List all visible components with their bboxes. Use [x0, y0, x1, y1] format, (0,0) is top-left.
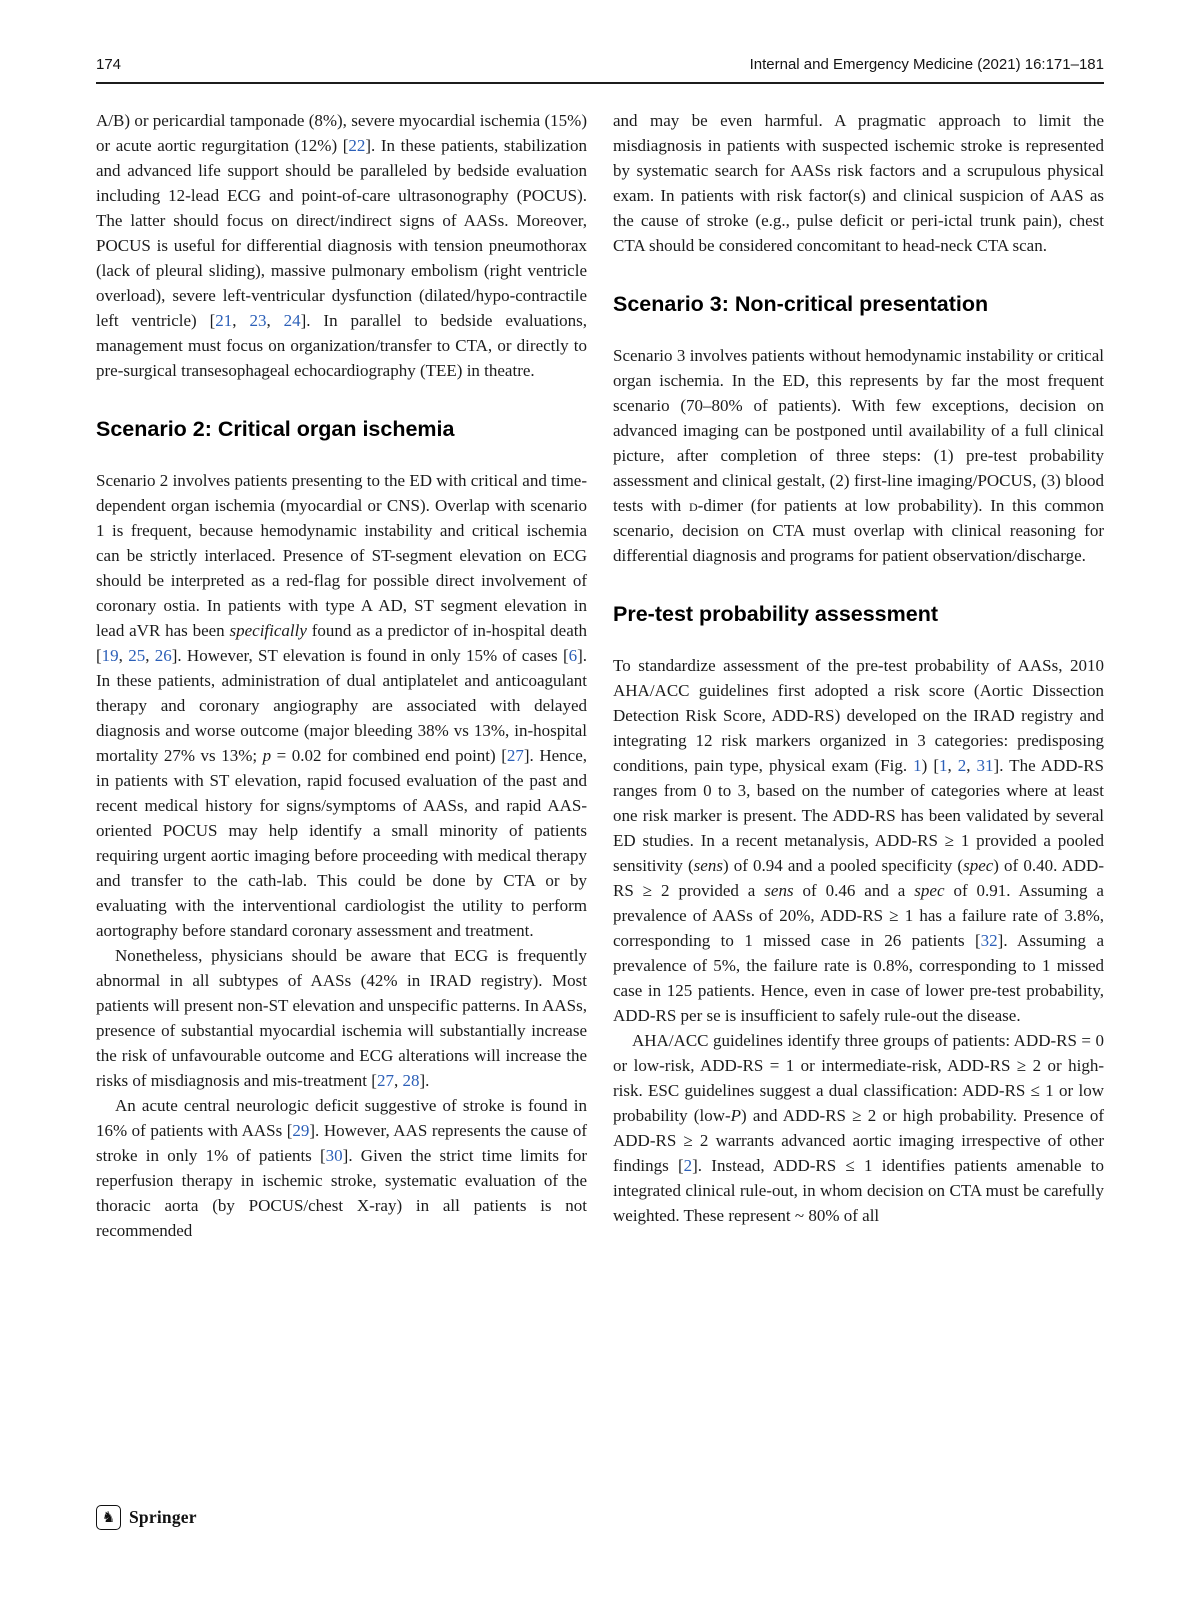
paragraph: An acute central neurologic deficit suggestive of stroke is found in 16% of patients with AASs [29]. However, AAS represents the cause of stroke in only 1% of patients [30]. Given the strict time limits for reperfusion therapy in ischemic stroke, systematic evaluation of the thoracic aorta (by POCUS/chest X-ray) in all patients is not recommended — [96, 1095, 587, 1240]
journal-citation: Internal and Emergency Medicine (2021) 16:171–181 — [749, 56, 1104, 73]
italic-text: sens — [764, 880, 794, 900]
left-column — [96, 108, 587, 1243]
citation-link[interactable]: 2 — [683, 1155, 693, 1175]
italic-text: p — [262, 745, 272, 765]
citation-link[interactable]: 28 — [402, 1070, 420, 1090]
citation-link[interactable]: 19 — [101, 645, 119, 665]
section-heading: Scenario 2: Critical organ ischemia — [96, 417, 455, 441]
paragraph: and may be even harmful. A pragmatic approach to limit the misdiagnosis in patients with suspected ischemic stroke is represented by systematic search for AASs risk factors and a scrupulous physical exam. In patients with risk factor(s) and clinical suspicion of AAS as the cause of stroke (e.g., pulse deficit or peri-ictal trunk pain), chest CTA should be considered concomitant to head-neck CTA scan. — [613, 111, 1104, 255]
page-number: 174 — [96, 56, 122, 73]
citation-link[interactable]: 31 — [976, 755, 994, 775]
citation-link[interactable]: 1 — [913, 755, 922, 775]
publisher-name: Springer — [129, 1507, 197, 1527]
section-heading: Scenario 3: Non-critical presentation — [613, 292, 989, 316]
citation-link[interactable]: 26 — [154, 645, 172, 665]
italic-text: spec — [914, 880, 945, 900]
citation-link[interactable]: 23 — [249, 311, 267, 330]
citation-link[interactable]: 27 — [376, 1070, 394, 1090]
publisher-footer — [96, 1505, 197, 1530]
citation-link[interactable]: 30 — [325, 1145, 343, 1165]
citation-link[interactable]: 27 — [506, 745, 524, 765]
citation-link[interactable]: 6 — [568, 645, 578, 665]
paragraph: A/B) or pericardial tamponade (8%), severe myocardial ischemia (15%) or acute aortic regurgitation (12%) [22]. In these patients, stabilization and advanced life support should be paralleled by bedside evaluation including 12-lead ECG and point-of-care ultrasonography (POCUS). The latter should focus on direct/indirect signs of AASs. Moreover, POCUS is useful for differential diagnosis with tension pneumothorax (lack of pleural sliding), massive pulmonary embolism (right ventricle overload), severe left-ventricular dysfunction (dilated/hypo-contractile left ventricle) [21, 23, 24]. In parallel to bedside evaluations, management must focus on organization/transfer to CTA, or directly to pre-surgical transesophageal echocardiography (TEE) in theatre. — [96, 111, 588, 380]
section-heading: Pre-test probability assessment — [613, 601, 939, 626]
springer-horse-icon: ♞ — [96, 1505, 121, 1530]
citation-link[interactable]: 1 — [938, 755, 948, 775]
citation-link[interactable]: 32 — [980, 930, 998, 950]
citation-link[interactable]: 29 — [292, 1120, 310, 1140]
citation-link[interactable]: 24 — [283, 311, 301, 330]
citation-link[interactable]: 25 — [128, 645, 146, 665]
paragraph: AHA/ACC guidelines identify three groups of patients: ADD-RS = 0 or low-risk, ADD-RS = 1 or intermediate-risk, ADD-RS ≥ 2 or high-risk. ESC guidelines suggest a dual classification: ADD-RS ≤ 1 or low probability (low-P) and ADD-RS ≥ 2 or high probability. Presence of ADD-RS ≥ 2 warrants advanced aortic imaging irrespective of other findings [2]. Instead, ADD-RS ≤ 1 identifies patients amenable to integrated clinical rule-out, in whom decision on CTA must be carefully weighted. These represent ~ 80% of all — [613, 1030, 1105, 1225]
header-rule — [96, 82, 1104, 84]
citation-link[interactable]: 22 — [348, 136, 366, 155]
paragraph: Nonetheless, physicians should be aware that ECG is frequently abnormal in all subtypes of AASs (42% in IRAD registry). Most patients will present non-ST elevation and unspecific patterns. In AASs, presence of substantial myocardial ischemia will substantially increase the risk of unfavourable outcome and ECG alterations will increase the risks of misdiagnosis and mis-treatment [27, 28]. — [96, 945, 587, 1090]
italic-text: specifically — [229, 620, 307, 640]
article-body — [96, 108, 1104, 1243]
paragraph: Scenario 2 involves patients presenting to the ED with critical and time-dependent organ ischemia (myocardial or CNS). Overlap with scenario 1 is frequent, because hemodynamic instability and critical ischemia can be strictly interlaced. Presence of ST-segment elevation on ECG should be interpreted as a red-flag for possible direct involvement of coronary ostia. In patients with type A AD, ST segment elevation in lead aVR has been specifically found as a predictor of in-hospital death [19, 25, 26]. However, ST elevation is found in only 15% of cases [6]. In these patients, administration of dual antiplatelet and anticoagulant therapy and coronary angiography are associated with delayed diagnosis and worse outcome (major bleeding 38% vs 13%, in-hospital mortality 27% vs 13%; p = 0.02 for combined end point) [27]. Hence, in patients with ST elevation, rapid focused evaluation of the past and recent medical history for signs/symptoms of AASs, and rapid AAS-oriented POCUS may help identify a small minority of patients requiring urgent aortic imaging before proceeding with medical therapy and transfer to the cath-lab. This could be done by CTA or by evaluating with the interventional cardiologist the utility to perform aortography before standard coronary assessment and treatment. — [96, 470, 588, 940]
paragraph: To standardize assessment of the pre-test probability of AASs, 2010 AHA/ACC guidelines first adopted a risk score (Aortic Dissection Detection Risk Score, ADD-RS) developed on the IRAD registry and integrating 12 risk markers organized in 3 categories: predisposing conditions, pain type, physical exam (Fig. 1) [1, 2, 31]. The ADD-RS ranges from 0 to 3, based on the number of categories where at least one risk marker is present. The ADD-RS has been validated by several ED studies. In a recent metanalysis, ADD-RS ≥ 1 provided a pooled sensitivity (sens) of 0.94 and a pooled specificity (spec) of 0.40. ADD-RS ≥ 2 provided a sens of 0.46 and a spec of 0.91. Assuming a prevalence of AASs of 20%, ADD-RS ≥ 1 has a failure rate of 3.8%, corresponding to 1 missed case in 26 patients [32]. Assuming a prevalence of 5%, the failure rate is 0.8%, corresponding to 1 missed case in 125 patients. Hence, even in case of lower pre-test probability, ADD-RS per se is insufficient to safely rule-out the disease. — [613, 655, 1104, 1025]
italic-text: spec — [963, 855, 994, 875]
italic-text: sens — [693, 855, 723, 875]
paragraph: Scenario 3 involves patients without hemodynamic instability or critical organ ischemia. In the ED, this represents by far the most frequent scenario (70–80% of patients). With few exceptions, decision on advanced imaging can be postponed until availability of a full clinical picture, after completion of three steps: (1) pre-test probability assessment and clinical gestalt, (2) first-line imaging/POCUS, (3) blood tests with d-dimer (for patients at low probability). In this common scenario, decision on CTA must overlap with clinical reasoning for differential diagnosis and programs for patient observation/discharge. — [613, 345, 1105, 565]
right-column — [613, 108, 1104, 1243]
italic-text: P — [730, 1105, 742, 1125]
running-head — [96, 56, 1104, 73]
citation-link[interactable]: 2 — [957, 755, 967, 775]
small-caps-text: d — [689, 495, 698, 515]
citation-link[interactable]: 21 — [215, 311, 233, 330]
